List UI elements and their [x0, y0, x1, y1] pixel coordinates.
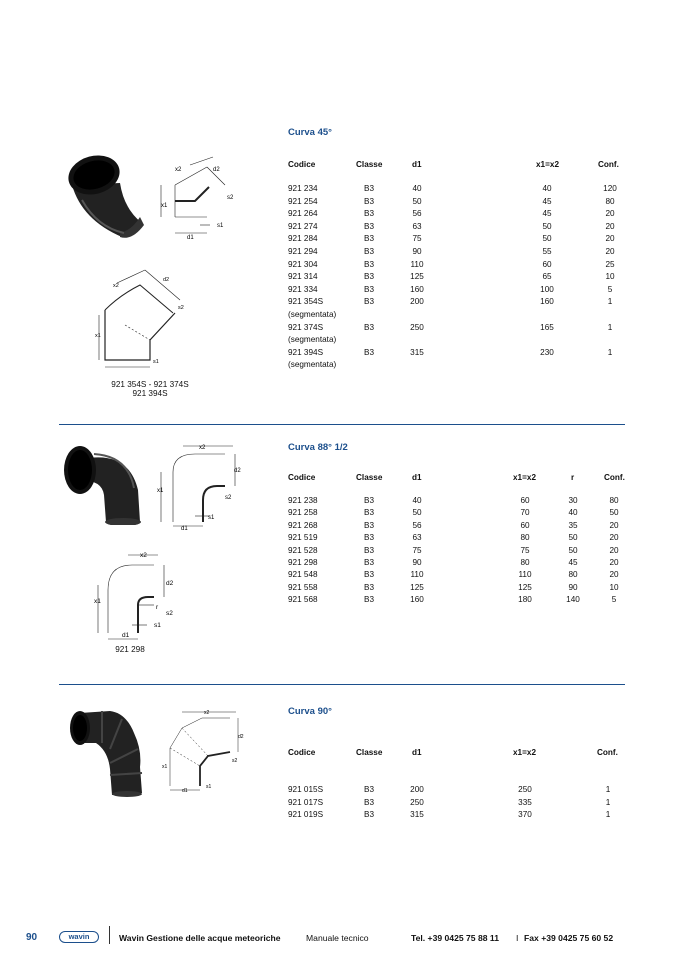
- col-header-conf: Conf.: [598, 160, 619, 169]
- table-cell: 921 334: [288, 284, 318, 294]
- col-header-classe: Classe: [356, 473, 383, 482]
- table-cell: B3: [363, 209, 374, 219]
- elbow-90-segmented-photo: [62, 705, 157, 800]
- table-cell: 921 264: [288, 209, 318, 219]
- caption-921-298: 921 298: [115, 645, 145, 654]
- table-cell: 56: [412, 520, 422, 530]
- dim-s1-label: s1: [217, 223, 224, 229]
- dim-x1-label: x1: [162, 764, 168, 770]
- table-cell: 125: [410, 582, 424, 592]
- footer-title-bold: Wavin Gestione delle acque meteoriche: [119, 933, 281, 943]
- table-cell: 110: [518, 570, 532, 580]
- dim-d1-label: d1: [187, 235, 194, 241]
- elbow-45-photo: [62, 145, 152, 240]
- table-cell: B3: [363, 508, 374, 518]
- table-cell: 40: [542, 184, 552, 193]
- elbow-88-photo: [58, 440, 153, 525]
- table-cell: 80: [520, 533, 530, 543]
- table-cell: 35: [568, 520, 578, 530]
- table-cell: B3: [363, 322, 374, 332]
- table-cell: 921 258: [288, 508, 318, 518]
- dim-x1-label: x1: [94, 598, 101, 605]
- table-cell: B3: [363, 234, 374, 244]
- dim-r-label: r: [156, 604, 159, 611]
- dim-s1-label: s1: [206, 784, 212, 790]
- section-divider: [59, 424, 625, 425]
- caption-line-2: 921 394S: [132, 389, 168, 398]
- table-cell: 200: [410, 785, 424, 794]
- table-cell: 1: [607, 322, 613, 332]
- dim-s2-label: s2: [166, 610, 173, 617]
- table-cell: 921 568: [288, 595, 318, 605]
- table-cell: 921 268: [288, 520, 318, 530]
- table-cell: 50: [568, 533, 578, 543]
- table-cell: 5: [607, 284, 613, 294]
- table-cell: 56: [412, 209, 422, 219]
- table-cell: 65: [542, 272, 552, 282]
- table-cell: 140: [566, 595, 580, 605]
- table-cell: (segmentata): [288, 360, 337, 370]
- dim-s2-label: s2: [178, 305, 184, 311]
- col-header-codice: Codice: [288, 473, 316, 482]
- table-cell: 110: [410, 570, 424, 580]
- dim-s2-label: s2: [225, 495, 232, 501]
- col-header-d1: d1: [412, 748, 422, 757]
- table-cell: 921 394S: [288, 347, 324, 357]
- table-cell: 5: [611, 595, 617, 605]
- table-cell: 1: [605, 785, 611, 794]
- table-cell: 20: [605, 234, 615, 244]
- table-cell: B3: [363, 785, 374, 794]
- table-cell: 921 548: [288, 570, 318, 580]
- footer-separator: I: [516, 933, 519, 943]
- table-cell: B3: [363, 533, 374, 543]
- table-cell: 921 015S: [288, 785, 324, 794]
- col-header-x1x2: x1=x2: [513, 748, 536, 757]
- section-title-curva-88: Curva 88° 1/2: [288, 442, 348, 453]
- table-cell: 60: [520, 496, 530, 505]
- table-cell: B3: [363, 545, 374, 555]
- table-cell: B3: [363, 520, 374, 530]
- table-cell: B3: [363, 558, 374, 567]
- col-header-x1x2: x1=x2: [513, 473, 536, 482]
- table-cell: 20: [605, 221, 615, 231]
- table-cell: 921 019S: [288, 810, 324, 819]
- col-header-codice: Codice: [288, 748, 316, 757]
- table-cell: B3: [363, 247, 374, 256]
- dim-x2-label: x2: [199, 445, 206, 451]
- table-cell: B3: [363, 797, 374, 807]
- col-header-d1: d1: [412, 160, 422, 169]
- table-cell: B3: [363, 297, 374, 307]
- table-cell: 30: [568, 496, 578, 505]
- table-cell: 40: [412, 496, 422, 505]
- table-cell: 63: [412, 221, 422, 231]
- table-cell: 90: [412, 558, 422, 567]
- dim-s1-label: s1: [208, 515, 215, 521]
- col-header-r: r: [571, 473, 575, 482]
- table-cell: 180: [518, 595, 532, 605]
- footer-tel: Tel. +39 0425 75 88 11: [411, 933, 500, 943]
- col-header-conf: Conf.: [597, 748, 618, 757]
- table-cell: 315: [410, 810, 424, 819]
- table-cell: 921 234: [288, 184, 318, 193]
- table-cell: B3: [363, 347, 374, 357]
- table-cell: (segmentata): [288, 310, 337, 319]
- table-cell: 50: [542, 221, 552, 231]
- elbow-88-radius-drawing: [92, 545, 182, 645]
- table-cell: 370: [518, 810, 532, 819]
- table-cell: 80: [609, 496, 619, 505]
- footer-title-normal: Manuale tecnico: [306, 933, 369, 943]
- table-cell: 921 374S: [288, 322, 324, 332]
- table-cell: 120: [603, 184, 617, 193]
- table-cell: 50: [609, 508, 619, 518]
- table-cell: 110: [410, 259, 424, 269]
- table-cell: 20: [609, 520, 619, 530]
- caption-line-1: 921 354S - 921 374S: [111, 380, 189, 389]
- table-cell: B3: [363, 259, 374, 269]
- section-title-curva-45: Curva 45°: [288, 127, 332, 138]
- table-cell: 250: [518, 785, 532, 794]
- page-number: 90: [26, 932, 38, 943]
- table-cell: B3: [363, 582, 374, 592]
- dim-d2-label: d2: [213, 167, 220, 173]
- section-divider: [59, 684, 625, 685]
- footer-fax: Fax +39 0425 75 60 52: [524, 933, 614, 943]
- col-header-classe: Classe: [356, 160, 383, 169]
- table-cell: 80: [605, 196, 615, 206]
- table-cell: 90: [568, 582, 578, 592]
- dim-d1-label: d1: [122, 632, 130, 639]
- table-cell: 75: [520, 545, 530, 555]
- table-cell: B3: [363, 496, 374, 505]
- table-cell: 921 558: [288, 582, 318, 592]
- col-header-conf: Conf.: [604, 473, 625, 482]
- table-cell: 160: [410, 595, 424, 605]
- table-cell: B3: [363, 221, 374, 231]
- table-cell: 80: [568, 570, 578, 580]
- table-cell: 80: [520, 558, 530, 567]
- table-cell: 921 238: [288, 496, 318, 505]
- table-cell: 10: [605, 272, 615, 282]
- table-cell: 20: [609, 570, 619, 580]
- table-cell: 45: [568, 558, 578, 567]
- dim-x2-label: x2: [204, 710, 210, 716]
- dim-x2-label: x2: [140, 552, 147, 559]
- table-cell: 1: [605, 810, 611, 819]
- col-header-codice: Codice: [288, 160, 316, 169]
- table-cell: 125: [518, 582, 532, 592]
- footer-divider: [109, 926, 110, 944]
- table-cell: 20: [609, 545, 619, 555]
- section-title-curva-90: Curva 90°: [288, 706, 332, 717]
- table-cell: 45: [542, 196, 552, 206]
- caption-segmented-codes: [100, 380, 200, 398]
- dim-d2-label: d2: [163, 277, 170, 283]
- table-cell: 160: [410, 284, 424, 294]
- table-cell: B3: [363, 284, 374, 294]
- table-cell: 921 294: [288, 247, 318, 256]
- table-cell: 10: [609, 582, 619, 592]
- table-cell: 921 284: [288, 234, 318, 244]
- table-cell: 60: [542, 259, 552, 269]
- table-cell: 200: [410, 297, 424, 307]
- table-cell: 20: [609, 533, 619, 543]
- table-cell: 75: [412, 545, 422, 555]
- table-cell: B3: [363, 272, 374, 282]
- table-cell: 250: [410, 322, 424, 332]
- table-cell: 1: [605, 797, 611, 807]
- elbow-90-drawing: [160, 708, 250, 793]
- dim-x2-label: x2: [113, 283, 119, 289]
- col-header-x1x2: x1=x2: [536, 160, 559, 169]
- table-cell: 921 017S: [288, 797, 324, 807]
- dim-x1-label: x1: [161, 203, 168, 209]
- table-cell: 75: [412, 234, 422, 244]
- table-cell: 40: [412, 184, 422, 193]
- table-cell: 250: [410, 797, 424, 807]
- dim-d1-label: d1: [181, 526, 188, 532]
- table-cell: 60: [520, 520, 530, 530]
- table-cell: 63: [412, 533, 422, 543]
- table-cell: 921 519: [288, 533, 318, 543]
- dim-s2-label: s2: [232, 758, 238, 764]
- table-cell: 50: [412, 508, 422, 518]
- dim-x1-label: x1: [157, 488, 164, 494]
- elbow-88-drawing: [155, 442, 245, 532]
- dim-x2-label: x2: [175, 167, 182, 173]
- dim-d2-label: d2: [234, 468, 241, 474]
- wavin-logo: wavin: [59, 931, 99, 943]
- elbow-45-drawing: [155, 155, 240, 245]
- elbow-45-segmented-drawing: [95, 265, 195, 375]
- table-cell: 165: [540, 322, 554, 332]
- page-footer: [0, 930, 677, 946]
- table-cell: B3: [363, 570, 374, 580]
- table-cell: 921 304: [288, 259, 318, 269]
- table-cell: 20: [609, 558, 619, 567]
- dim-s2-label: s2: [227, 195, 234, 201]
- table-cell: 125: [410, 272, 424, 282]
- dim-x1-label: x1: [95, 333, 101, 339]
- table-cell: 160: [540, 297, 554, 307]
- table-cell: 50: [568, 545, 578, 555]
- table-cell: 921 314: [288, 272, 318, 282]
- table-cell: B3: [363, 810, 374, 819]
- col-header-classe: Classe: [356, 748, 383, 757]
- dim-s1-label: s1: [153, 359, 159, 365]
- table-cell: 90: [412, 247, 422, 256]
- table-cell: 25: [605, 259, 615, 269]
- table-cell: B3: [363, 184, 374, 193]
- table-cell: 50: [412, 196, 422, 206]
- table-cell: B3: [363, 595, 374, 605]
- dim-d1-label: d1: [182, 788, 188, 793]
- table-cell: 921 298: [288, 558, 318, 567]
- table-cell: 230: [540, 347, 554, 357]
- table-cell: 70: [520, 508, 530, 518]
- table-cell: 55: [542, 247, 552, 256]
- table-cell: 1: [607, 347, 613, 357]
- table-cell: 335: [518, 797, 532, 807]
- table-cell: 1: [607, 297, 613, 307]
- table-cell: 40: [568, 508, 578, 518]
- dim-s1-label: s1: [154, 622, 161, 629]
- table-cell: 100: [540, 284, 554, 294]
- dim-d2-label: d2: [166, 580, 174, 587]
- table-cell: B3: [363, 196, 374, 206]
- table-cell: 50: [542, 234, 552, 244]
- table-cell: 315: [410, 347, 424, 357]
- table-cell: 20: [605, 247, 615, 256]
- col-header-d1: d1: [412, 473, 422, 482]
- table-cell: 45: [542, 209, 552, 219]
- table-cell: (segmentata): [288, 335, 337, 345]
- table-cell: 20: [605, 209, 615, 219]
- table-cell: 921 274: [288, 221, 318, 231]
- table-cell: 921 254: [288, 196, 318, 206]
- dim-d2-label: d2: [238, 734, 244, 740]
- table-cell: 921 354S: [288, 297, 324, 307]
- table-cell: 921 528: [288, 545, 318, 555]
